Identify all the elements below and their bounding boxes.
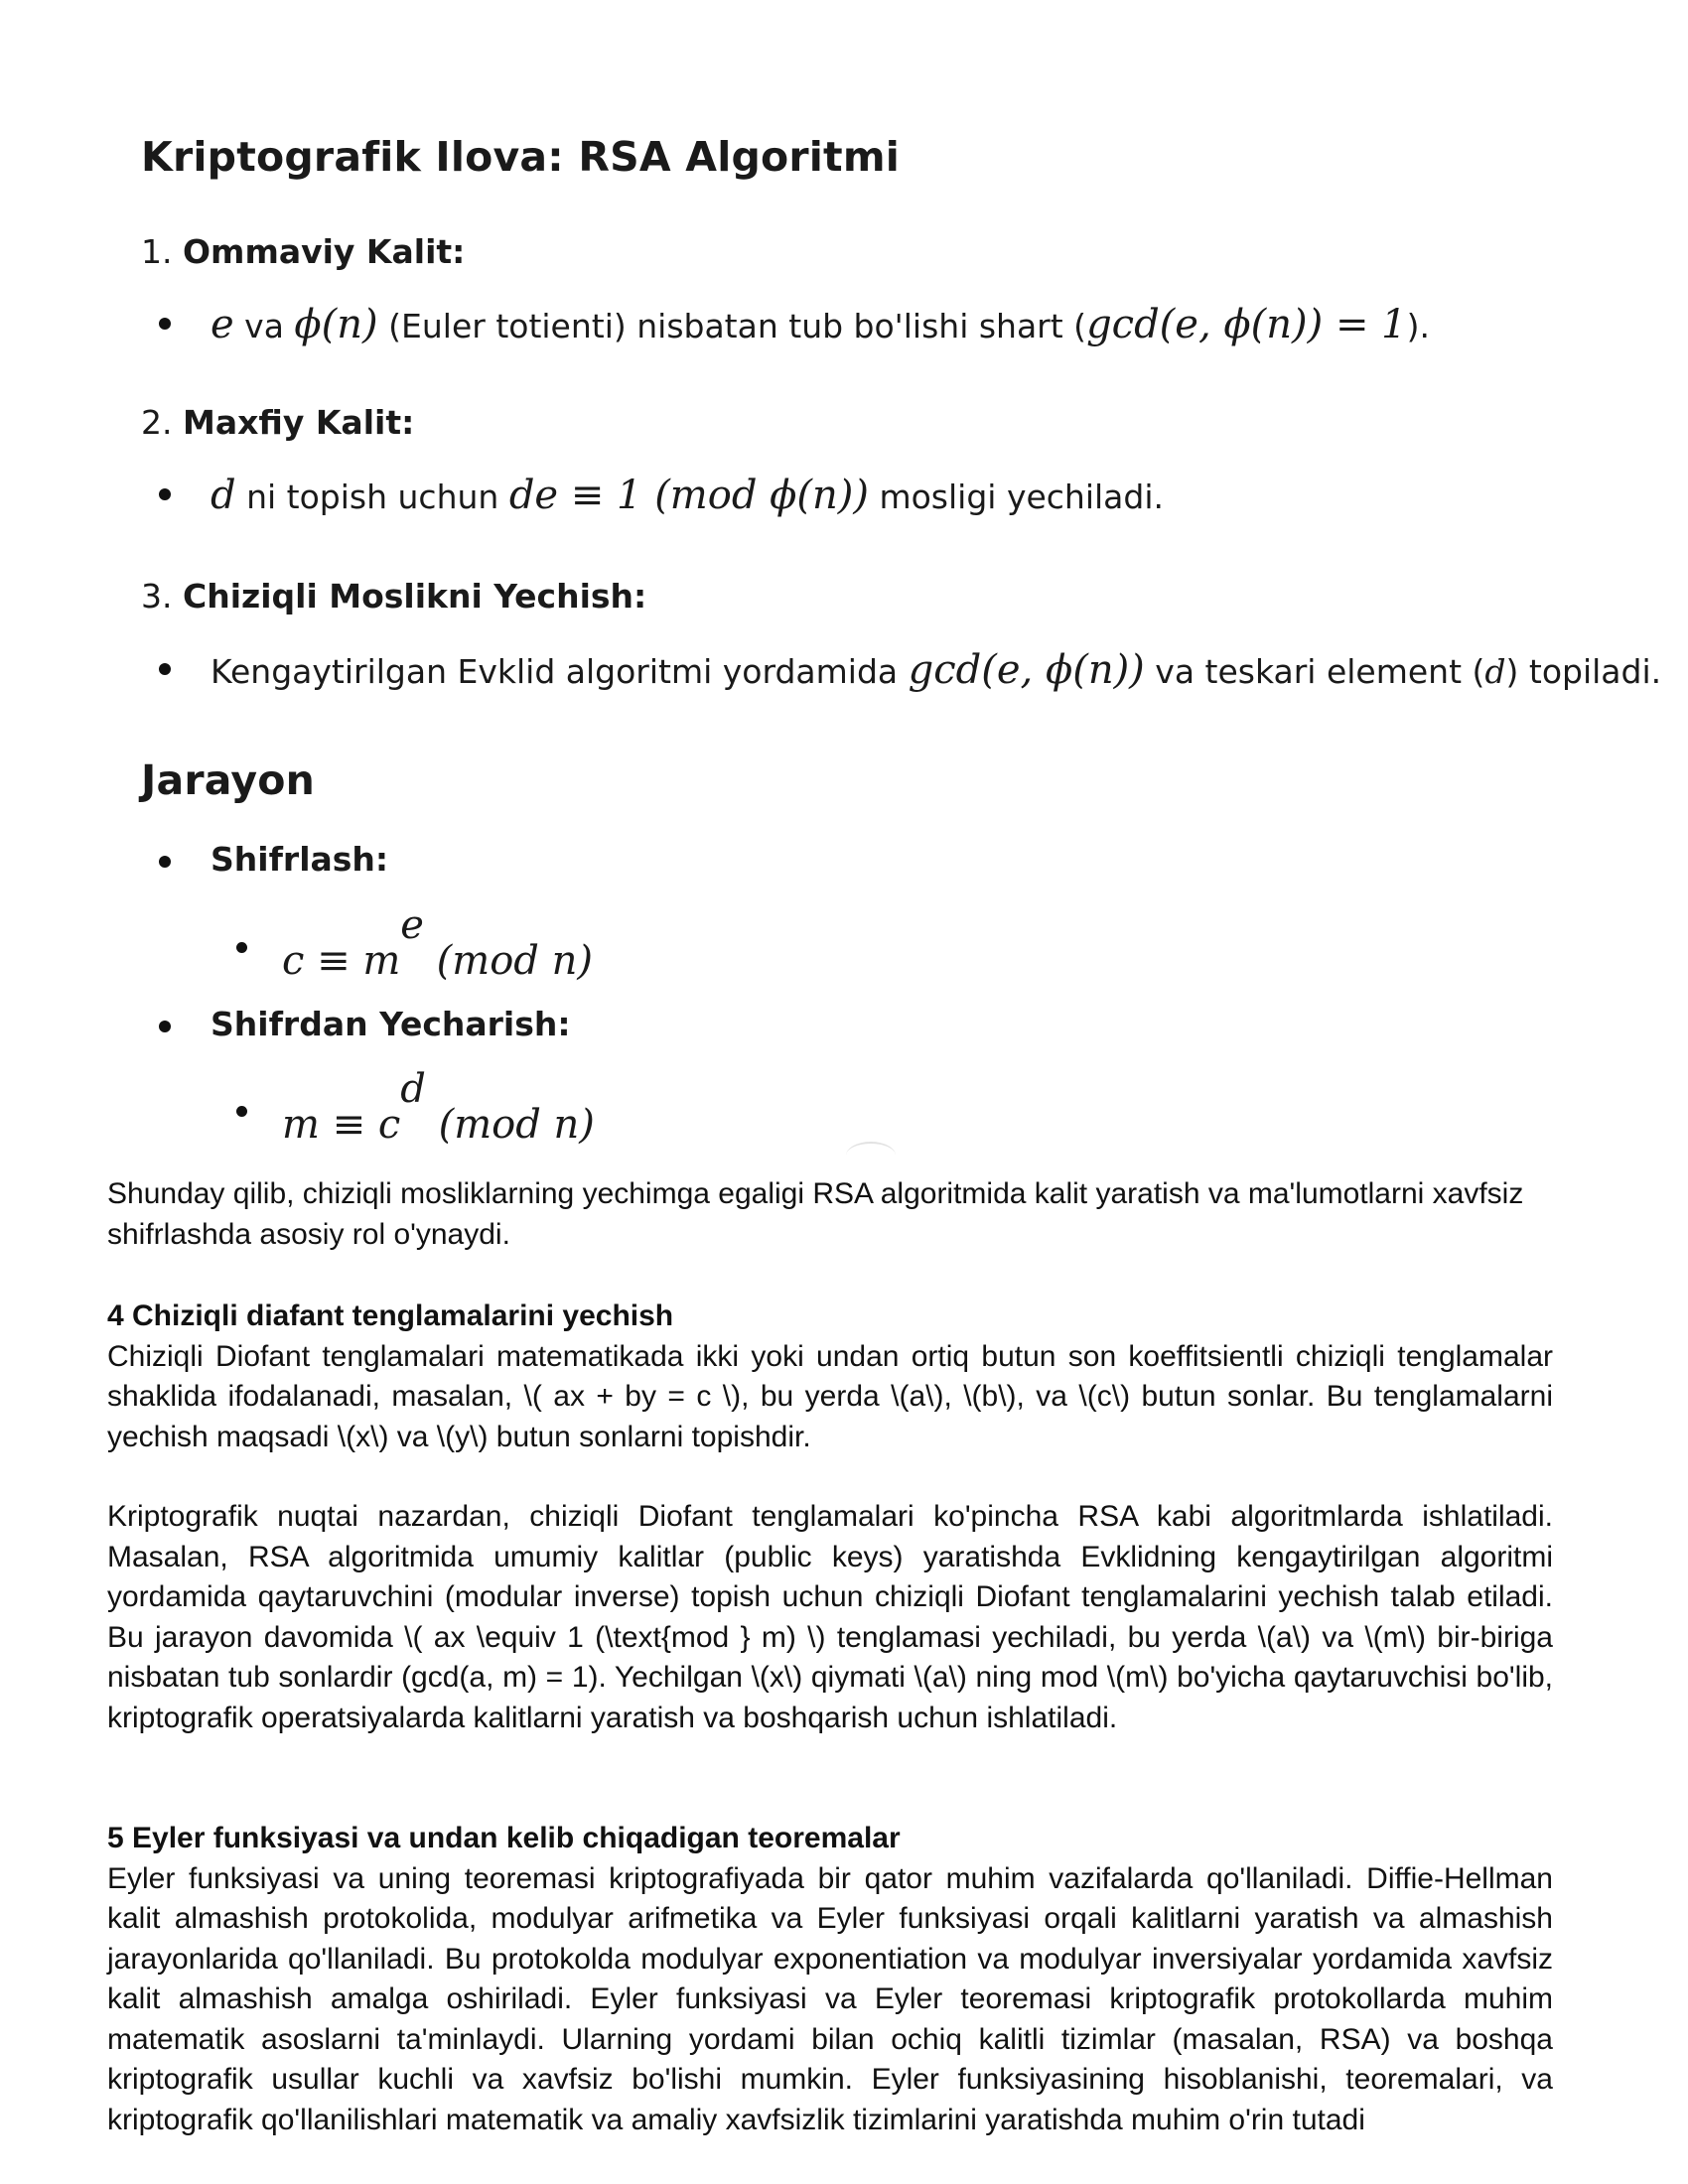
math-d: d (211, 473, 236, 518)
text: mosligi yechiladi. (868, 478, 1165, 516)
text: ). (1406, 307, 1430, 345)
bullet-dot (236, 1106, 247, 1117)
bullet-dot (159, 856, 171, 868)
section-1-bullet (211, 302, 1430, 347)
section-4-title: 4 Chiziqli diafant tenglamalarini yechish (107, 1299, 674, 1332)
decryption-label: Shifrdan Yecharish: (211, 1005, 571, 1043)
decryption-formula (282, 1066, 595, 1148)
bullet-dot (236, 942, 247, 953)
decryption-item (211, 1005, 571, 1043)
math-rhs: (mod n) (425, 1102, 595, 1148)
math-congruence: de ≡ 1 (mod ϕ(n)) (508, 473, 869, 518)
bullet-dot (159, 318, 171, 330)
math-gcd: gcd(e, ϕ(n)) (908, 647, 1145, 693)
loading-arc-icon (846, 1142, 896, 1169)
section-5 (107, 1819, 1553, 2140)
section-2-bullet (211, 473, 1164, 518)
text: ni topish uchun (235, 478, 509, 516)
math-d: d (1484, 652, 1506, 691)
text: va (233, 307, 295, 345)
section-4-paragraph-2: Kriptografik nuqtai nazardan, chiziqli Diofant tenglamalari ko'pincha RSA kabi algoritmlarda ishlatiladi. Masalan, RSA algoritmida umumiy kalitlar (public keys) yaratishda Evklidning kengaytirilgan algoritmi yordamida qaytaruvchini (modular inverse) topish uchun chiziqli Diofant tenglamalarini yechish talab etiladi. Bu jarayon davomida \( ax \equiv 1 (\text{mod } m) \) tenglamasi yechiladi, bu yerda \(a\) va \(m\) bir-biriga nisbatan tub sonlardir (gcd(a, m) = 1). Yechilgan \(x\) qiymati \(a\) ning mod \(m\) bo'yicha qaytaruvchisi bo'lib, kriptografik operatsiyalarda kalitlarni yaratish va boshqarish uchun ishlatiladi. (107, 1500, 1553, 1734)
section-5-paragraph: Eyler funksiyasi va uning teoremasi kriptografiyada bir qator muhim vazifalarda qo'llaniladi. Diffie-Hellman kalit almashish protokolida, modulyar arifmetika va Eyler funksiyasi orqali kalitlarni yaratish va almashish jarayonlarida qo'llaniladi. Bu protokolda modulyar exponentiation va modulyar inversiyalar yordamida xavfsiz kalit almashish amalga oshiriladi. Eyler funksiyasi va Eyler teoremasi kriptografik protokollarda muhim matematik asoslarni ta'minlaydi. Ularning yordami bilan ochiq kalitli tizimlar (masalan, RSA) va boshqa kriptografik usullar kuchli va xavfsiz bo'lishi mumkin. Eyler funksiyasining hisoblanishi, teoremalari, va kriptografik qo'llanilishlari matematik va amaliy xavfsizlik tizimlarini yaratishda muhim o'rin tutadi (107, 1861, 1553, 2136)
bullet-dot (159, 1021, 171, 1032)
encryption-formula (282, 902, 593, 984)
math-exponent: e (400, 902, 424, 948)
bullet-dot (159, 663, 171, 675)
section-4 (107, 1297, 1553, 1457)
section-1-label: Ommaviy Kalit: (183, 232, 466, 271)
encryption-item (211, 840, 388, 879)
math-lhs: m ≡ c (282, 1102, 401, 1148)
section-4-paragraph-1: Chiziqli Diofant tenglamalari matematikada ikki yoki undan ortiq butun son koeffitsientli chiziqli tenglamalar shaklida ifodalanadi, masalan, \( ax + by = c \), bu yerda \(a\), \(b\), va \(c\) butun sonlar. Bu tenglamalarni yechish maqsadi \(x\) va \(y\) butun sonlarni topishdir. (107, 1339, 1553, 1453)
section-3-heading (141, 577, 646, 615)
math-exponent: d (400, 1066, 426, 1112)
section-1-number: 1. (141, 232, 173, 271)
math-rhs: (mod n) (423, 938, 593, 984)
section-3-label: Chiziqli Moslikni Yechish: (183, 577, 647, 615)
section-1-heading (141, 232, 465, 271)
encryption-label: Shifrlash: (211, 840, 389, 879)
math-gcd-formula: gcd(e, ϕ(n)) = 1 (1086, 302, 1407, 347)
screenshot-title: Kriptografik Ilova: RSA Algoritmi (141, 133, 901, 181)
section-2-heading (141, 403, 414, 442)
text: ) topiladi. (1505, 652, 1662, 691)
text: (Euler totienti) nisbatan tub bo'lishi shart ( (377, 307, 1087, 345)
conclusion-paragraph: Shunday qilib, chiziqli mosliklarning yechimga egaligi RSA algoritmida kalit yaratish va ma'lumotlarni xavfsiz shifrlashda asosiy rol o'ynaydi. (107, 1177, 1524, 1251)
bullet-dot (159, 488, 171, 500)
text: Kengaytirilgan Evklid algoritmi yordamida (211, 652, 909, 691)
math-phi-n: ϕ(n) (294, 302, 378, 347)
process-title: Jarayon (141, 756, 316, 804)
section-2-number: 2. (141, 403, 173, 442)
section-3-bullet (211, 647, 1661, 693)
section-5-title: 5 Eyler funksiyasi va undan kelib chiqadigan teoremalar (107, 1822, 901, 1854)
section-3-number: 3. (141, 577, 173, 615)
section-2-label: Maxfiy Kalit: (183, 403, 415, 442)
text: va teskari element ( (1144, 652, 1485, 691)
math-e: e (211, 302, 234, 347)
math-lhs: c ≡ m (282, 938, 401, 984)
